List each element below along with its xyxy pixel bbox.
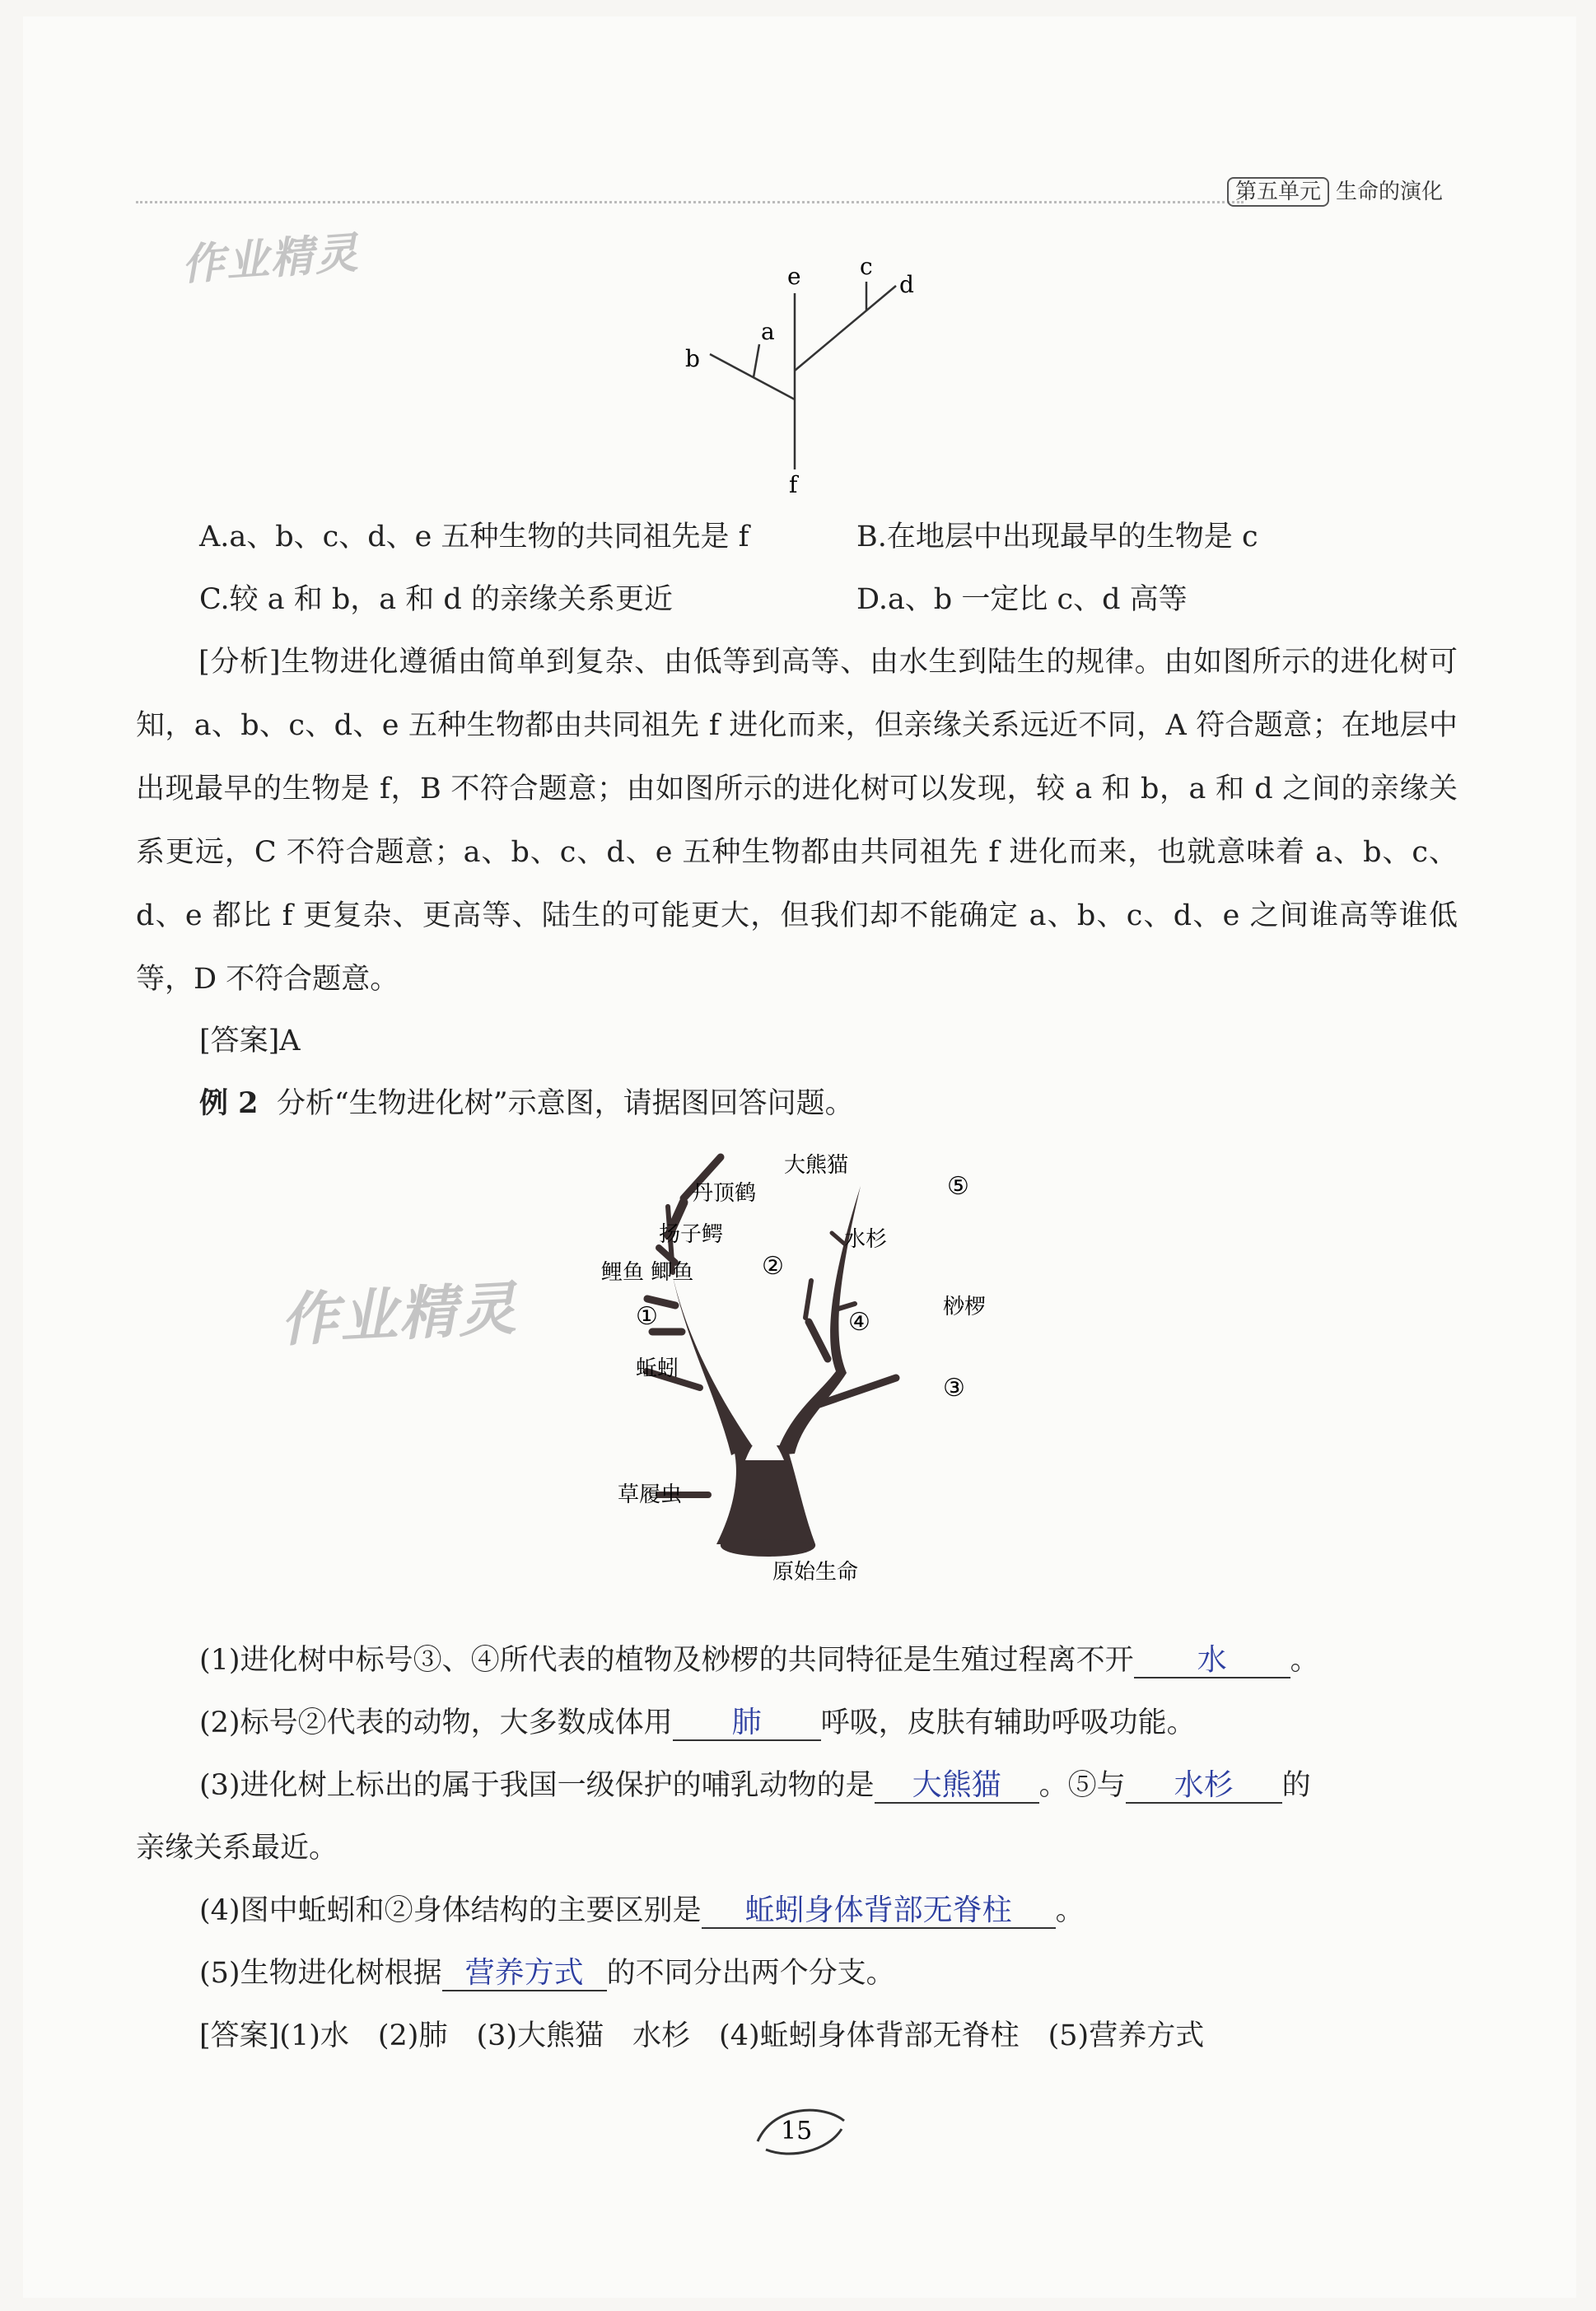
marker-5: ⑤: [947, 1172, 969, 1201]
analysis-paragraph: [分析]生物进化遵循由简单到复杂、由低等到高等、由水生到陆生的规律。由如图所示的进化树可知，a、b、c、d、e 五种生物都由共同祖先 f 进化而来，但亲缘关系远近不同，A 符合题意；在地层中出现最早的生物是 f，B 不符合题意；由如图所示的进化树可以发现，较 a 和 b，a 和 d 之间的亲缘关系更远，C 不符合题意；a、b、c、d、e 五种生物都由共同祖先 f 进化而来，也就意味着 a、b、c、d、e 都比 f 更复杂、更高等、陆生的可能更大，但我们却不能确定 a、b、c、d、e 之间谁高等谁低等，D 不符合题意。: [136, 646, 1458, 996]
label-fish: 鲤鱼 鲫鱼: [601, 1260, 694, 1285]
page-header: [1227, 175, 1443, 205]
answer-blank-4: 蚯蚓身体背部无脊柱: [702, 1894, 1056, 1929]
option-b: B.在地层中出现最早的生物是 c: [856, 521, 1258, 553]
marker-4: ④: [848, 1308, 870, 1337]
question-5: (5)生物进化树根据 营养方式 的不同分出两个分支。: [199, 1956, 895, 1990]
question-3: (3)进化树上标出的属于我国一级保护的哺乳动物的是 大熊猫 。⑤与 水杉 的: [199, 1768, 1311, 1802]
option-a: A.a、b、c、d、e 五种生物的共同祖先是 f: [199, 521, 749, 553]
option-d: D.a、b 一定比 c、d 高等: [856, 583, 1188, 616]
answer-1: [答案]A: [199, 1025, 301, 1057]
marker-3: ③: [943, 1374, 965, 1403]
page-number: 15: [781, 2117, 813, 2145]
marker-1: ①: [636, 1302, 658, 1331]
answer-blank-3a: 大熊猫: [875, 1769, 1039, 1804]
label-d: d: [899, 271, 914, 298]
label-tree-fern: 桫椤: [943, 1295, 987, 1319]
option-c: C.较 a 和 b，a 和 d 的亲缘关系更近: [199, 583, 673, 616]
watermark: 作业精灵: [278, 1274, 520, 1355]
label-earthworm: 蚯蚓: [636, 1356, 679, 1381]
label-origin: 原始生命: [772, 1560, 859, 1585]
evolution-tree-diagram-1: [675, 247, 947, 502]
answer-2: [答案](1)水 (2)肺 (3)大熊猫 水杉 (4)蚯蚓身体背部无脊柱 (5)营养方式: [199, 2019, 1205, 2052]
label-b: b: [685, 345, 700, 372]
evolution-tree-diagram-2: [593, 1149, 1005, 1594]
header-rule: [136, 201, 1244, 203]
example-text: 分析“生物进化树”示意图，请据图回答问题。: [276, 1087, 854, 1120]
answer-blank-3b: 水杉: [1126, 1769, 1282, 1804]
label-crane: 丹顶鹤: [692, 1181, 757, 1206]
page-number-badge: [741, 2100, 856, 2158]
answer-blank-2: 肺: [673, 1706, 821, 1741]
label-metasequoia: 水杉: [844, 1227, 888, 1252]
label-c: c: [860, 253, 873, 280]
label-paramecium: 草履虫: [618, 1482, 683, 1507]
example-label: 例 2: [199, 1086, 259, 1120]
example-2-prompt: [199, 1087, 854, 1120]
label-e: e: [787, 263, 801, 290]
label-a: a: [761, 318, 775, 345]
unit-label: 第五单元: [1227, 177, 1329, 207]
answer-blank-1: 水: [1134, 1644, 1290, 1678]
label-f: f: [789, 471, 798, 498]
question-2: (2)标号②代表的动物，大多数成体用 肺 呼吸，皮肤有辅助呼吸功能。: [199, 1706, 1196, 1739]
watermark: 作业精灵: [180, 228, 362, 291]
question-4: (4)图中蚯蚓和②身体结构的主要区别是 蚯蚓身体背部无脊柱 。: [199, 1893, 1085, 1927]
answer-blank-5: 营养方式: [442, 1957, 607, 1991]
label-alligator: 扬子鳄: [659, 1222, 724, 1247]
question-1: (1)进化树中标号③、④所代表的植物及桫椤的共同特征是生殖过程离不开 水 。: [199, 1643, 1319, 1677]
label-panda: 大熊猫: [784, 1153, 849, 1178]
unit-title: 生命的演化: [1336, 180, 1444, 204]
question-3-cont: 亲缘关系最近。: [136, 1832, 338, 1865]
marker-2: ②: [762, 1252, 784, 1281]
